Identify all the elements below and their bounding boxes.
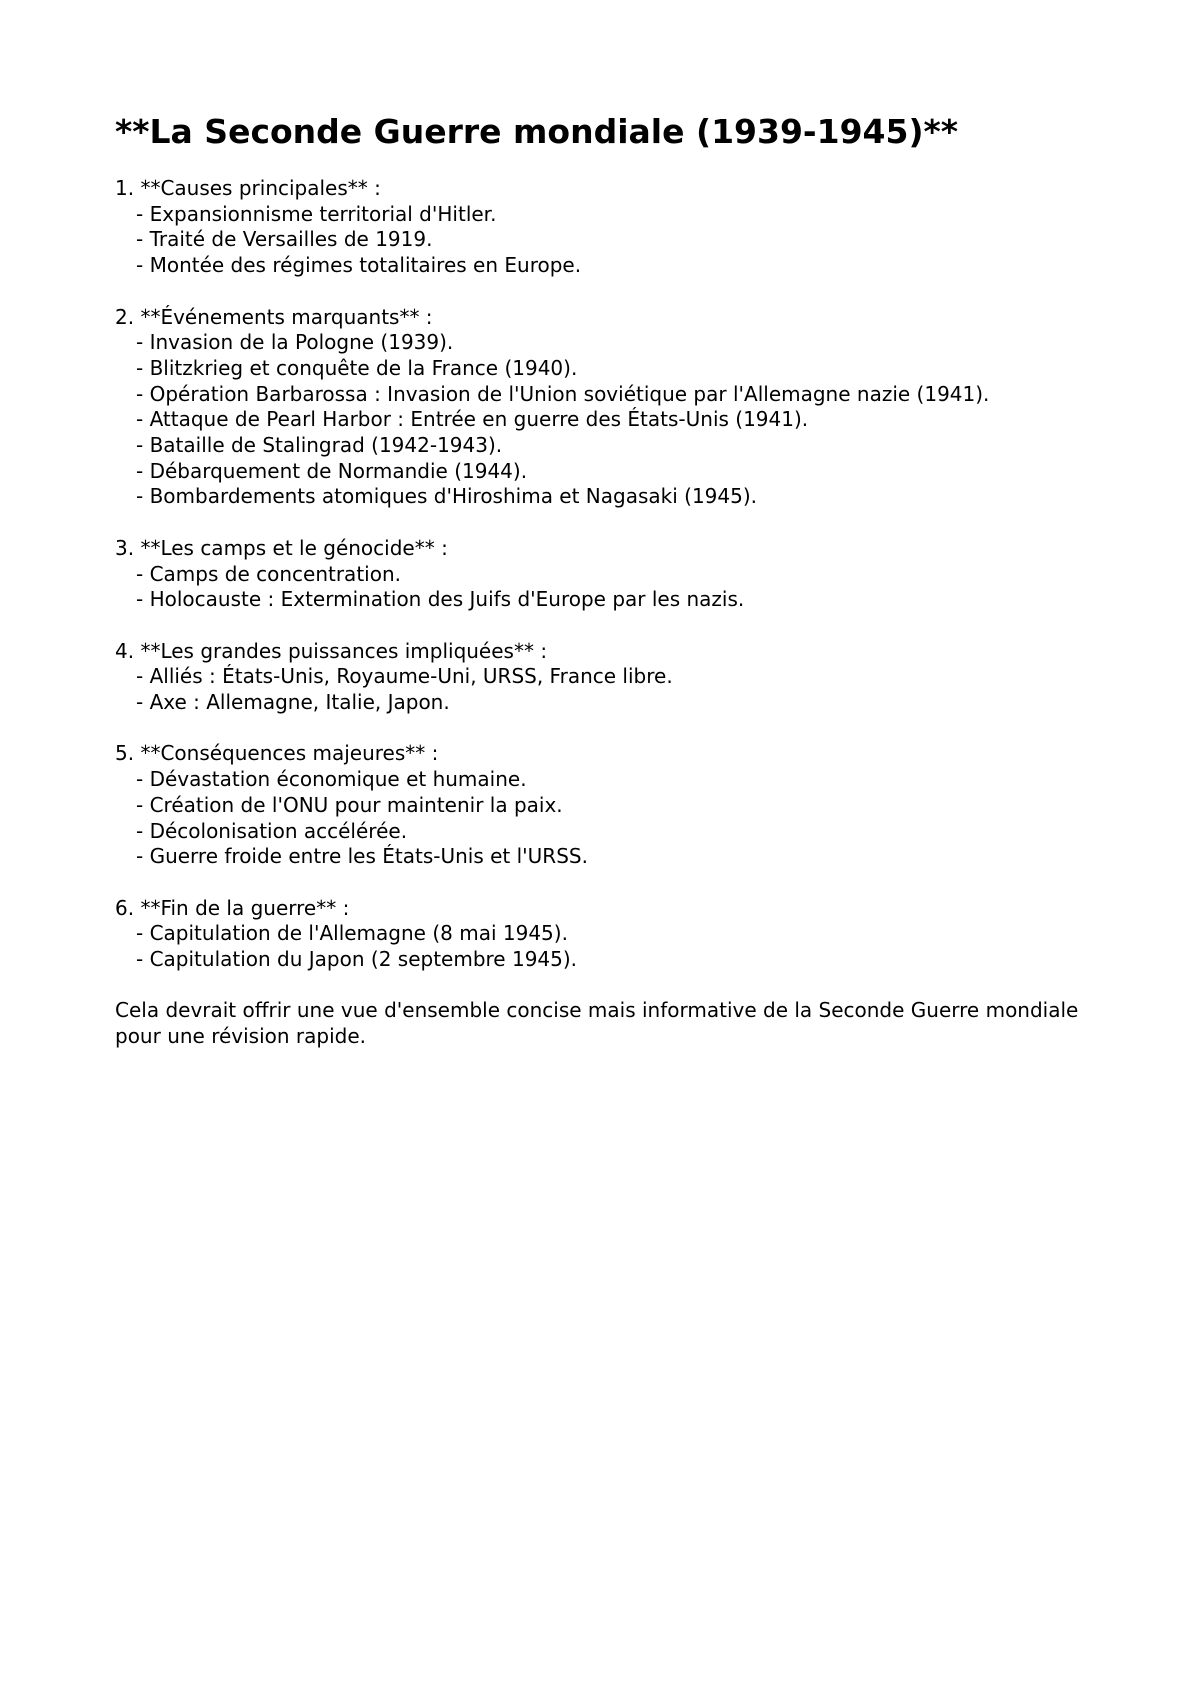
list-item: - Débarquement de Normandie (1944). [136,458,528,483]
list-item: - Montée des régimes totalitaires en Europe. [136,253,582,278]
section-puissances [115,639,1115,716]
list-item: - Camps de concentration. [136,561,401,586]
list-item: - Opération Barbarossa : Invasion de l'Union soviétique par l'Allemagne nazie (1941). [136,381,990,406]
list-item: - Axe : Allemagne, Italie, Japon. [136,690,450,715]
list-item: - Bombardements atomiques d'Hiroshima et Nagasaki (1945). [136,484,758,509]
list-item: - Bataille de Stalingrad (1942-1943). [136,433,503,458]
list-item: - Invasion de la Pologne (1939). [136,330,454,355]
list-item: - Alliés : États-Unis, Royaume-Uni, URSS, France libre. [136,664,673,689]
list-item: - Traité de Versailles de 1919. [136,227,433,252]
list-item: - Holocauste : Extermination des Juifs d'Europe par les nazis. [136,587,745,612]
list-item: - Capitulation de l'Allemagne (8 mai 1945). [136,921,568,946]
document-page [115,110,1115,1050]
section-heading: 3. **Les camps et le génocide** : [115,535,448,560]
section-heading: 6. **Fin de la guerre** : [115,895,350,920]
list-item: - Attaque de Pearl Harbor : Entrée en guerre des États-Unis (1941). [136,407,809,432]
closing-paragraph: Cela devrait offrir une vue d'ensemble concise mais informative de la Seconde Guerre mondiale pour une révision rapide. [115,998,1079,1049]
section-causes [115,176,1115,279]
section-fin [115,896,1115,973]
section-heading: 4. **Les grandes puissances impliquées** : [115,638,548,663]
list-item: - Capitulation du Japon (2 septembre 1945). [136,947,578,972]
section-evenements [115,305,1115,511]
section-camps [115,536,1115,613]
page-title: **La Seconde Guerre mondiale (1939-1945)** [115,112,959,151]
list-item: - Création de l'ONU pour maintenir la paix. [136,792,563,817]
section-heading: 2. **Événements marquants** : [115,304,433,329]
list-item: - Décolonisation accélérée. [136,818,408,843]
section-consequences [115,741,1115,870]
list-item: - Expansionnisme territorial d'Hitler. [136,201,497,226]
list-item: - Blitzkrieg et conquête de la France (1940). [136,355,578,380]
section-heading: 5. **Conséquences majeures** : [115,741,439,766]
list-item: - Dévastation économique et humaine. [136,767,527,792]
list-item: - Guerre froide entre les États-Unis et l'URSS. [136,844,588,869]
section-heading: 1. **Causes principales** : [115,176,381,200]
